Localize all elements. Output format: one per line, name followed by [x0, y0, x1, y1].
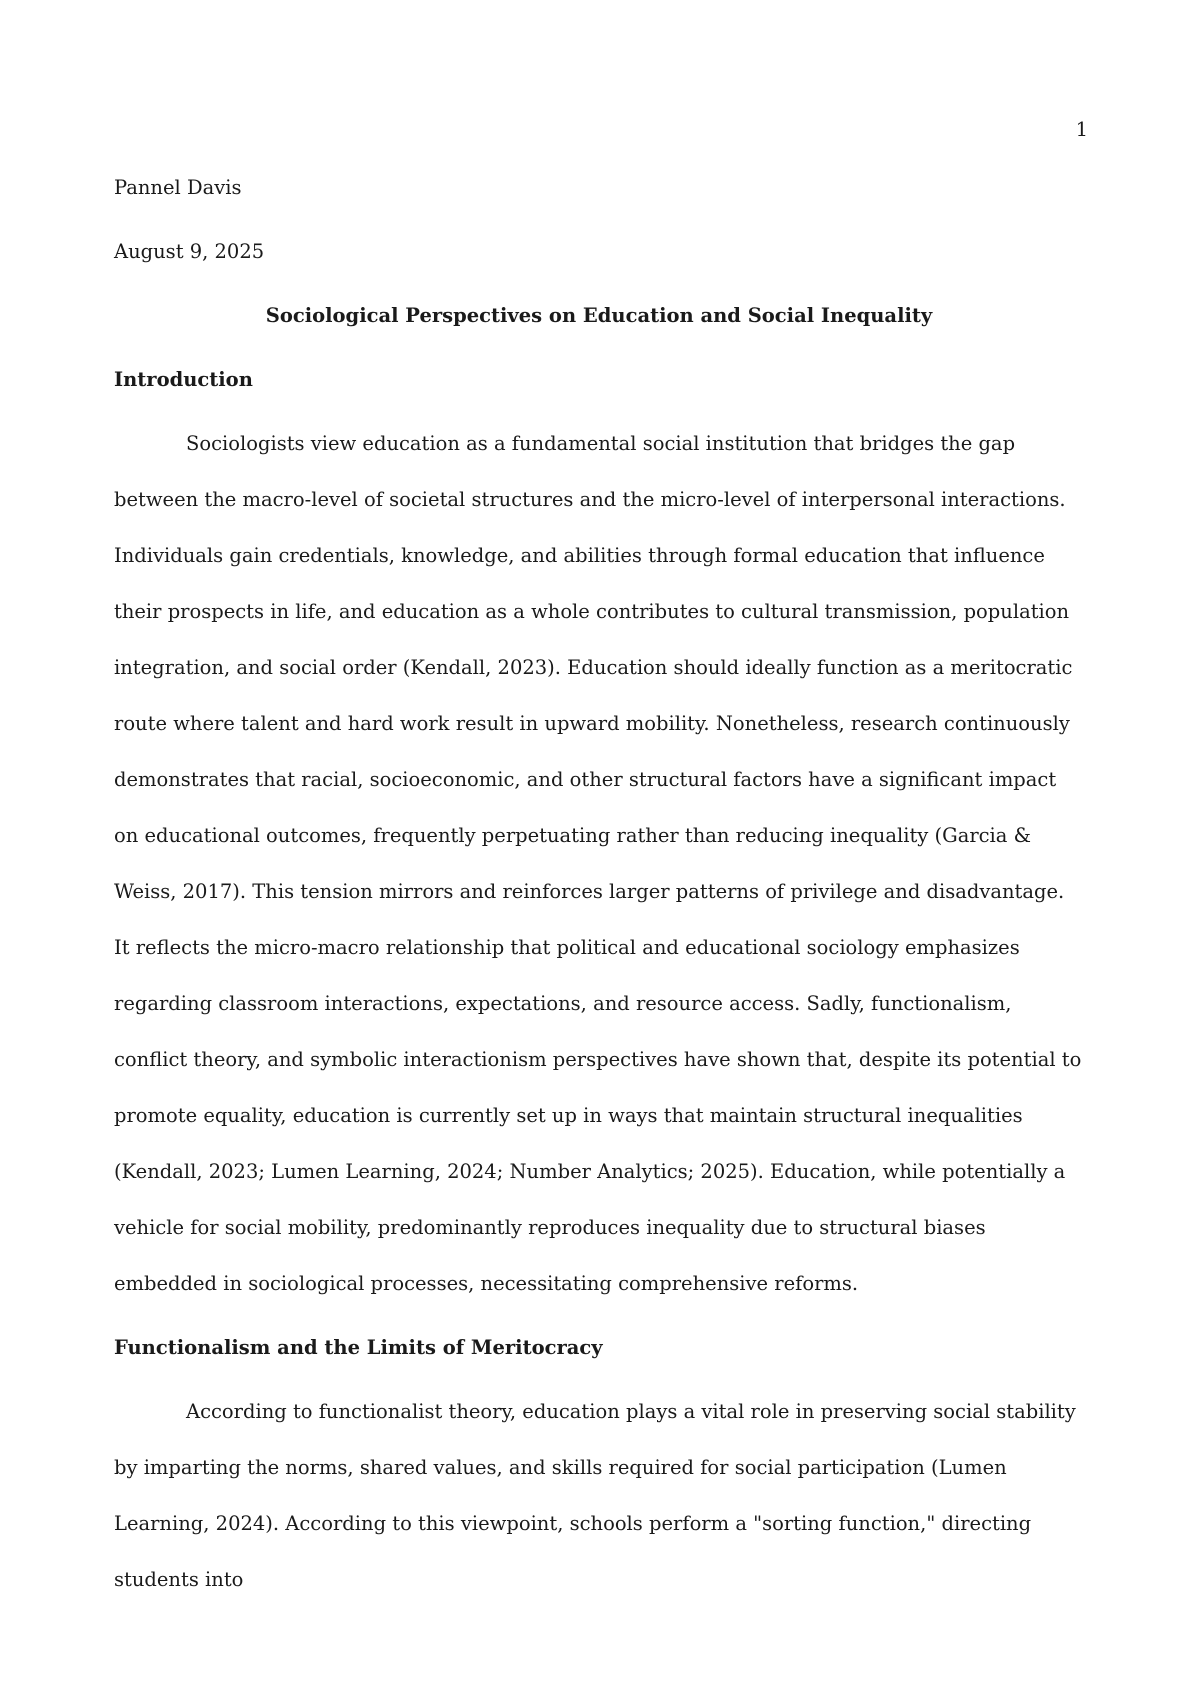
document-title: Sociological Perspectives on Education and Social Inequality	[265, 304, 933, 327]
section-heading-introduction: Introduction	[114, 368, 253, 391]
section-heading-functionalism: Functionalism and the Limits of Meritocracy	[114, 1336, 603, 1359]
document-date: August 9, 2025	[114, 240, 265, 263]
section-paragraph-introduction: Sociologists view education as a fundamental social institution that bridges the gap between the macro-level of societal structures and the micro-level of interpersonal interactions. Individuals gain credentials, knowledge, and abilities through formal education that influence their prospects in life, and education as a whole contributes to cultural transmission, population integration, and social order (Kendall, 2023). Education should ideally function as a meritocratic route where talent and hard work result in upward mobility. Nonetheless, research continuously demonstrates that racial, socioeconomic, and other structural factors have a significant impact on educational outcomes, frequently perpetuating rather than reducing inequality (Garcia & Weiss, 2017). This tension mirrors and reinforces larger patterns of privilege and disadvantage. It reflects the micro-macro relationship that political and educational sociology emphasizes regarding classroom interactions, expectations, and resource access. Sadly, functionalism, conflict theory, and symbolic interactionism perspectives have shown that, despite its potential to promote equality, education is currently set up in ways that maintain structural inequalities (Kendall, 2023; Lumen Learning, 2024; Number Analytics; 2025). Education, while potentially a vehicle for social mobility, predominantly reproduces inequality due to structural biases embedded in sociological processes, necessitating comprehensive reforms.	[114, 432, 1082, 1295]
document-body	[114, 160, 1084, 1608]
page-number: 1	[1075, 118, 1088, 141]
section-paragraph-functionalism: According to functionalist theory, education plays a vital role in preserving social stability by imparting the norms, shared values, and skills required for social participation (Lumen Learning, 2024). According to this viewpoint, schools perform a "sorting function," directing students into	[114, 1400, 1076, 1591]
author-name: Pannel Davis	[114, 176, 242, 199]
